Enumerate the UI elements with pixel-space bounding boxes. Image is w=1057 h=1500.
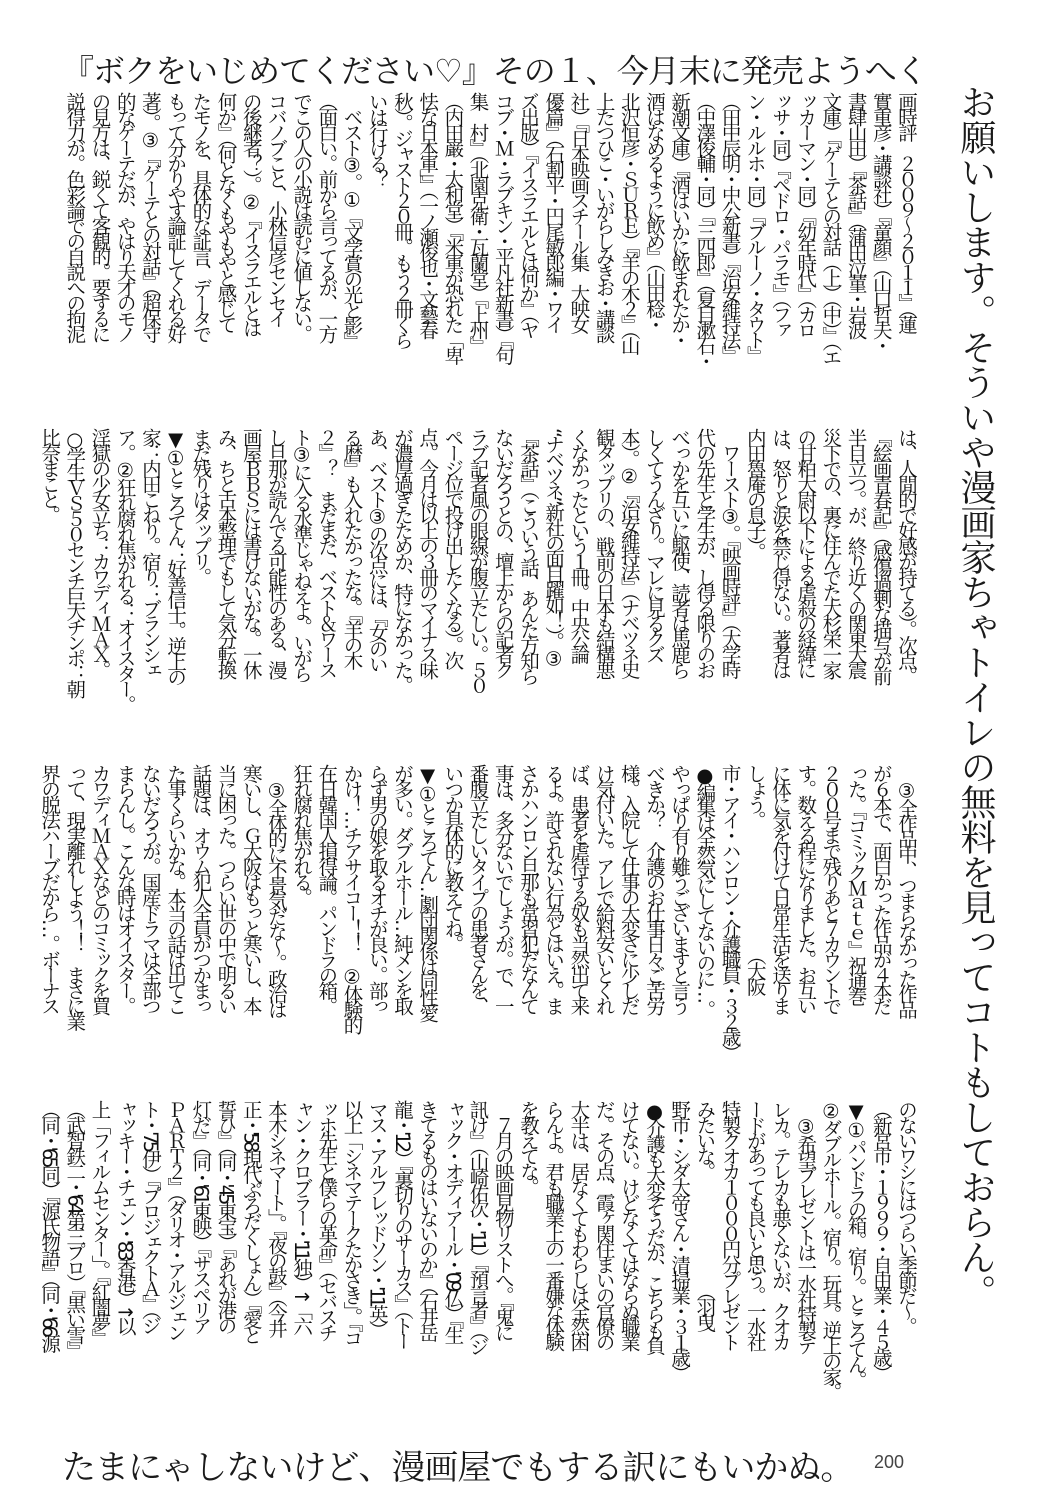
text-column: に体に気を付けて日常生活を送りま bbox=[768, 764, 792, 1012]
text-column: 社）『日本映画スチール集 大映女 bbox=[567, 92, 591, 331]
text-column: 怯な日本軍」』（一ノ瀬俊也・文藝春 bbox=[416, 92, 440, 336]
text-column: ワースト③。『映画時評』（大学時 bbox=[718, 428, 742, 676]
text-column: まだ残りはタップリ。 bbox=[189, 428, 213, 583]
text-column: 観タップリの、戦前の日本も結構悪 bbox=[592, 428, 616, 676]
text-column: 新潮文庫）『酒はいかに飲まれたか・ bbox=[668, 92, 692, 346]
text-column: 上「フィルムセンター」。『紅闇夢』 bbox=[88, 1100, 112, 1344]
text-column: ベスト③。①『文学賞の光と影』 bbox=[340, 92, 364, 347]
text-column: いつか具体的に教えてね。 bbox=[441, 764, 465, 950]
text-column: “ナベツネ”新社の面目躍如！）。③ bbox=[542, 428, 566, 667]
text-column: は、怒りと涙を禁じ得ない。著者は bbox=[768, 428, 792, 676]
text-column: 優篇』（石割平・円尾敏郎編・ワイ bbox=[542, 92, 566, 331]
text-column: 番腹立たしいタイプの患者さんを、 bbox=[466, 764, 490, 1012]
text-column: 狂れ腐れ焦がれる。 bbox=[290, 764, 314, 904]
text-column: ッサ・同）『ペドロ・パラモ』（ファ bbox=[768, 92, 792, 336]
text-column: ャッキー・チェン・'83香港）↑以 bbox=[113, 1100, 137, 1333]
text-column: ●編集は全然気にしてないのに…。 bbox=[693, 764, 717, 1016]
text-column: （内田巌・太和堂）『米軍が恐れた「卑 bbox=[441, 92, 465, 362]
text-column: コブ・Ｍ・ラブキン・平凡社新書）『句 bbox=[491, 92, 515, 362]
text-column: 淫獄の少女立ち：カワディＭＡＸ。 bbox=[88, 428, 112, 676]
handwritten-side-note: お願いします。そういや漫画家ちゃトイレの無料を見ってコトもしておらん。 bbox=[955, 84, 996, 1309]
page-number: 200 bbox=[874, 1452, 905, 1472]
text-column: が多い。ダブルホール…純メンを取 bbox=[390, 764, 414, 1012]
text-column: 半目立つ。が、終り近くの関東大震 bbox=[844, 428, 868, 676]
text-column: 家：内田こねり。宿り：ブランシェ bbox=[138, 428, 162, 676]
text-column: 秋）。ジャスト２０冊。もう２冊くら bbox=[390, 92, 414, 346]
handwritten-header: 『ボクをいじめてください♡』その１、今月末に発売ようへく bbox=[62, 52, 927, 90]
text-column: 事は、多分ないでしょうが。で、一 bbox=[491, 764, 515, 1012]
text-column: 正・'58現代ぷろだくしょん）『愛と bbox=[239, 1100, 263, 1341]
text-column: やっぱり有り難うございますと言う bbox=[668, 764, 692, 1012]
text-column: レカ。テレカも悪くないが、クオカ bbox=[768, 1100, 792, 1348]
text-column: 龍・'12）『裏切りのサーカス』（トー bbox=[390, 1100, 414, 1347]
text-column: 上たつひこ・いがらしみきお・講談 bbox=[592, 92, 616, 340]
text-column: 画屋ＢＢＳには書けないがな。一休 bbox=[239, 428, 263, 676]
text-column: 点。今月は以上の３冊のマイナス味 bbox=[416, 428, 440, 676]
text-block-row-1 bbox=[62, 92, 919, 420]
text-column: を教えてな。 bbox=[516, 1100, 540, 1193]
text-column: ば、患者を虐待する奴も当然出て来 bbox=[567, 764, 591, 1012]
text-column: 界の脱法ハーブだから…。ボーナス bbox=[38, 764, 62, 1012]
text-column: ッホ先生と僕らの革命』（セバスチ bbox=[315, 1100, 339, 1339]
text-column: す。数える程になりました。お互い bbox=[794, 764, 818, 1012]
text-column: 本）。②『治安維持法』（ナベツネ史 bbox=[617, 428, 641, 676]
text-column: くなかったという１冊。中央公論 bbox=[567, 428, 591, 661]
text-column: あ、ベスト③の次点には、『女のい bbox=[365, 428, 389, 670]
text-column: た事くらいかな。本当の話は出てこ bbox=[164, 764, 188, 1012]
text-column: ャック・オディアール・'09仏）『生 bbox=[441, 1100, 465, 1341]
text-column: ２』？ まだまだ、ベスト＆ワース bbox=[315, 428, 339, 676]
text-column: らず男の娘を取るオチが良い。部っ bbox=[365, 764, 389, 1012]
text-column: 著）。③『ゲーテとの対話』（超保守 bbox=[138, 92, 162, 340]
text-column: ③全作品中、つまらなかった作品 bbox=[895, 764, 918, 1016]
text-column: 的なゲーテだが、やはり天才のモノ bbox=[113, 92, 137, 340]
text-column: け気付いた。アレで給料安いとくれ bbox=[592, 764, 616, 1012]
text-column: ないだろうが。国産ドラマは全部つ bbox=[138, 764, 162, 1012]
text-column: 集 村』（北園克衛・瓦蘭堂）『上州』 bbox=[466, 92, 490, 352]
text-column: ードがあっても良いと思う。一水社 bbox=[743, 1100, 767, 1348]
text-column: 酒はなめるように飲め』（山田稔・ bbox=[642, 92, 666, 331]
text-column: 代の先生と学生が、し得る限りのお bbox=[693, 428, 717, 676]
text-column: ③全体的に不景気だな〜。政治は bbox=[264, 764, 288, 1016]
text-column: ○学生ＶＳ５０センチ巨大チンポ：朝 bbox=[63, 428, 87, 695]
text-column: ン・ルルホ・同）『ブルーノ・タウト』 bbox=[743, 92, 767, 362]
text-column: 説得力が。色彩論での自説への拘泥 bbox=[63, 92, 87, 340]
text-column: 当に困った。つらい世の中で明るい bbox=[214, 764, 238, 1012]
text-column: 北沢恒彦・ＳＵＲＥ）『羊の木２』（山 bbox=[617, 92, 641, 352]
text-column: （新宮市・１９９９・自由業・４５歳） bbox=[869, 1100, 893, 1379]
text-column: 寒いし、Ｇ大阪はもっと寒いし、本 bbox=[239, 764, 263, 1012]
text-column: 『茶話』（こういう話、あんた方知ら bbox=[516, 428, 540, 682]
text-column: けてない。けどなくてはならぬ職業 bbox=[617, 1100, 641, 1348]
text-column: カワディＭＡＸなどのコミックを買 bbox=[88, 764, 112, 1012]
text-column: （武智鉄二・'64第三プロ）『黒い雪』 bbox=[63, 1100, 87, 1357]
text-column: った。『コミックＭａｔｅ』祝通巻 bbox=[844, 764, 868, 1003]
text-column: ッカーマン・同）『幼年時代』（カロ bbox=[794, 92, 818, 336]
text-column: 大半は、居なくてもわらしは全然困 bbox=[567, 1100, 591, 1348]
text-column: ア。②狂れ腐れ焦がれる：オイスター。 bbox=[113, 428, 137, 711]
text-column: 特製クオカ１０００円分プレゼント bbox=[718, 1100, 742, 1348]
text-column: きてるものはいないのか』（石井岳 bbox=[416, 1100, 440, 1339]
text-block-row-2 bbox=[37, 428, 919, 756]
text-column: ②ダブルホール。宿り。玩具。逆上の家。 bbox=[819, 1100, 843, 1398]
text-column: の甘粕大尉以下による虐殺の経緯に bbox=[794, 428, 818, 676]
text-column: 市・アイ・ハンロン・介護職員・３２歳） bbox=[718, 764, 742, 1059]
text-column: しくてうんざり。マレに見るクズ bbox=[642, 428, 666, 661]
text-column: ２００号まで残りあと７カウントで bbox=[819, 764, 843, 1012]
text-column: ▼①パンドラの箱。宿り。ところてん。 bbox=[844, 1100, 868, 1386]
text-column: ないだろうとの、壇上からの記者ク bbox=[491, 428, 515, 676]
text-column: ャン・クロブラー・'11独）↑「六 bbox=[290, 1100, 314, 1333]
text-column: 何か』（何となくもやもやと感じて bbox=[214, 92, 238, 331]
text-column: （同・'65同）『源氏物語』（同・'66源 bbox=[38, 1100, 62, 1350]
text-column: ③希望プレゼントは一水社特製テ bbox=[794, 1100, 818, 1352]
text-column: ●介護も大変そうだが、こちらも負 bbox=[642, 1100, 666, 1352]
handwritten-footer: たまにゃしないけど、漫画屋でもする訳にもいかぬ。 bbox=[62, 1448, 854, 1488]
text-column: 災下での、裏に住んでた大杉栄一家 bbox=[819, 428, 843, 676]
text-column: 話題は、オウム犯人全員がつかまっ bbox=[189, 764, 213, 1012]
text-column: コバノブこと、小林信彦センセイ bbox=[264, 92, 288, 325]
text-column: 画時評 ２００９〜２０１１』（蓮 bbox=[895, 92, 918, 331]
text-column: の見方は、鋭くて客観的。要するに bbox=[88, 92, 112, 340]
text-column: 様。入院して仕事の大変さに少しだ bbox=[617, 764, 641, 1012]
text-column: マス・アルフレッドソン・'11英） bbox=[365, 1100, 389, 1336]
text-column: （中澤俊輔・同）『三四郎』（夏目漱石・ bbox=[693, 92, 717, 367]
text-column: 在日韓国人損得論。パンドラの箱。 bbox=[315, 764, 339, 1012]
text-column: かけ！…チアサイコー！！ ②体験的 bbox=[340, 764, 364, 1031]
text-column: 文庫）『ゲーテとの対話（上）（中）』（エ bbox=[819, 92, 843, 363]
text-column: 野市・シダ大帝さん・清掃業・３１歳） bbox=[668, 1100, 692, 1379]
text-column: 實重彦・講談社）『童顔』（山口哲夫・ bbox=[869, 92, 893, 352]
text-column: ラブ記者風の眼線が腹立たしい。５０ bbox=[466, 428, 490, 692]
text-column: 本木シネマート」。『夜の鼓』（今井 bbox=[264, 1100, 288, 1335]
text-column: 内田魯庵の息子）。 bbox=[743, 428, 767, 558]
text-column: み、ちと古本整理でもして気分転換 bbox=[214, 428, 238, 676]
text-column: 誓ひ』（同・'45東宝）『あれが港の bbox=[214, 1100, 238, 1332]
text-column: ７月の映画見物リストへ。『鬼に bbox=[491, 1100, 515, 1339]
text-column: し旦那が読んでる可能性のある、漫 bbox=[264, 428, 288, 676]
text-column: るよ。許されない行為とはいえ。ま bbox=[542, 764, 566, 1012]
text-column: の後継者？）。②『イスラエルとは bbox=[239, 92, 263, 334]
text-column: らんよ。君も職業上の一番嫌な体験 bbox=[542, 1100, 566, 1348]
text-block-row-4 bbox=[37, 1100, 919, 1428]
text-column: が６本で、面白かった作品が４本だ bbox=[869, 764, 893, 1012]
text-column: でこの人の小説は読むに値しない。 bbox=[290, 92, 314, 340]
text-column: たモノを、具体的な証言、データで bbox=[189, 92, 213, 340]
text-column: だ。その点、霞ヶ関住まいの官僚の bbox=[592, 1100, 616, 1348]
text-column: （田中辰明・中公新書）『治安維持法』 bbox=[718, 92, 742, 362]
text-column: べきか？ 介護のお仕事日々ご苦労 bbox=[642, 764, 666, 1012]
text-column: もって分かりやす論証してくれる好 bbox=[164, 92, 188, 340]
text-column: 以上「シネマテークたかさき」。『コ bbox=[340, 1100, 364, 1344]
text-column: しょう。 （大阪 bbox=[743, 764, 767, 993]
text-column: （面白い。前から言ってるが、一方 bbox=[315, 92, 339, 340]
text-column: さかハンロン旦那も常習犯だなんて bbox=[516, 764, 540, 1012]
text-column: まらんし。こんな時はオイスター。 bbox=[113, 764, 137, 1012]
text-column: ト・'75伊）『プロジェクトＡ』（ジ bbox=[138, 1100, 162, 1332]
text-column: ＰＡＲＴ２』（ダリオ・アルジェン bbox=[164, 1100, 188, 1339]
text-column: 訊け』（山崎佑次・'11）『預言者』（ジ bbox=[466, 1100, 490, 1353]
text-column: 比奈まこと。 bbox=[38, 428, 62, 521]
text-column: みたいな。 （羽曳 bbox=[693, 1100, 717, 1329]
text-column: が濃厚過ぎたためか、特になかった。 bbox=[390, 428, 414, 692]
text-column: 『絵画青春記』（感傷過剰な描写が前 bbox=[869, 428, 893, 682]
text-block-row-3 bbox=[37, 764, 919, 1092]
text-column: いは行ける？ bbox=[365, 92, 389, 185]
text-column: べっかを互いに駆使、読者は馬鹿ら bbox=[668, 428, 692, 676]
text-column: ズ出版）『イスラエルとは何か』（ヤ bbox=[516, 92, 540, 336]
text-column: って、現実離れしよう！！ まさに業 bbox=[63, 764, 87, 1028]
text-column: る暦』も入れたかったな。『羊の木 bbox=[340, 428, 364, 667]
text-column: ▼①ところてん…劇団関係は同性愛 bbox=[416, 764, 440, 1019]
text-column: ▼①ところてん：好善信士。逆上の bbox=[164, 428, 188, 683]
text-column: のないワシにはつらい季節だ〜。 bbox=[895, 1100, 918, 1333]
text-column: は、人間的で好感が持てる）。次点。 bbox=[895, 428, 918, 682]
text-column: 灯だ』（同・'61東映）『サスペリア bbox=[189, 1100, 213, 1332]
text-column: 書肆山田）『茶話』（蒲田泣菫・岩波 bbox=[844, 92, 868, 336]
text-column: ページ位で投げ出したくなる）。次 bbox=[441, 428, 465, 667]
text-column: ト③に入る水準じゃねえよ。いがら bbox=[290, 428, 314, 680]
